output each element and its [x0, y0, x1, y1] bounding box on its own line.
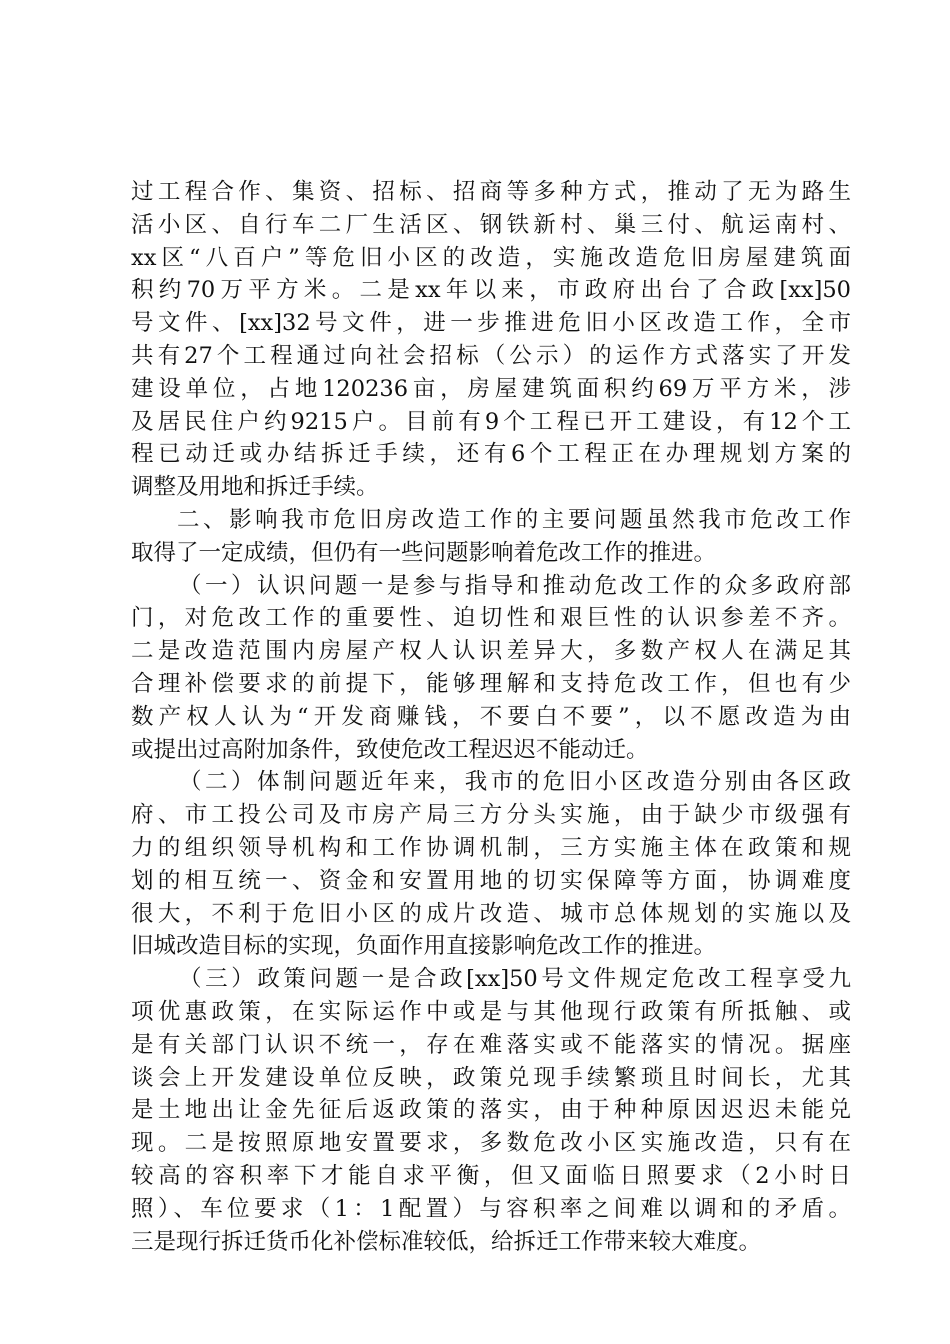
text-line: 照）、车位要求（1：1配置）与容积率之间难以调和的矛盾。 — [131, 1195, 851, 1222]
text-line: 建设单位，占地120236亩，房屋建筑面积约69万平方米，涉 — [131, 375, 851, 402]
section-heading-line: 二、影响我市危旧房改造工作的主要问题虽然我市危改工作 — [177, 506, 851, 533]
text-line: 程已动迁或办结拆迁手续，还有6个工程正在办理规划方案的 — [131, 441, 851, 468]
text-line: 取得了一定成绩，但仍有一些问题影响着危改工作的推进。 — [131, 539, 717, 566]
text-line: 旧城改造目标的实现，负面作用直接影响危改工作的推进。 — [131, 933, 717, 960]
text-line: 谈会上开发建设单位反映，政策兑现手续繁琐且时间长，尤其 — [131, 1064, 851, 1091]
text-line: 三是现行拆迁货币化补偿标准较低，给拆迁工作带来较大难度。 — [131, 1228, 762, 1255]
text-line: 号文件、[xx]32号文件，进一步推进危旧小区改造工作，全市 — [131, 310, 851, 337]
subsection-heading-line: （二）体制问题近年来，我市的危旧小区改造分别由各区政 — [179, 769, 851, 796]
text-line: 府、市工投公司及市房产局三方分头实施，由于缺少市级强有 — [131, 802, 851, 829]
text-line: 是有关部门认识不统一，存在难落实或不能落实的情况。据座 — [131, 1031, 851, 1058]
text-line: 门，对危改工作的重要性、迫切性和艰巨性的认识参差不齐。 — [131, 605, 851, 632]
text-line: 很大，不利于危旧小区的成片改造、城市总体规划的实施以及 — [131, 900, 851, 927]
text-line: 较高的容积率下才能自求平衡，但又面临日照要求（2小时日 — [131, 1162, 851, 1189]
document-body — [131, 176, 851, 1258]
text-line: 现。二是按照原地安置要求，多数危改小区实施改造，只有在 — [131, 1130, 851, 1157]
text-line: 数产权人认为“开发商赚钱，不要白不要”，以不愿改造为由 — [131, 703, 851, 730]
text-line: 划的相互统一、资金和安置用地的切实保障等方面，协调难度 — [131, 867, 851, 894]
text-line: 活小区、自行车二厂生活区、钢铁新村、巢三付、航运南村、 — [131, 211, 851, 238]
subsection-heading-line: （一）认识问题一是参与指导和推动危改工作的众多政府部 — [179, 572, 851, 599]
text-line: 是土地出让金先征后返政策的落实，由于种种原因迟迟未能兑 — [131, 1097, 851, 1124]
text-line: 过工程合作、集资、招标、招商等多种方式，推动了无为路生 — [131, 179, 851, 205]
text-line: xx区“八百户”等危旧小区的改造，实施改造危旧房屋建筑面 — [131, 244, 851, 271]
text-line: 二是改造范围内房屋产权人认识差异大，多数产权人在满足其 — [131, 638, 851, 665]
text-line: 共有27个工程通过向社会招标（公示）的运作方式落实了开发 — [131, 342, 851, 369]
subsection-heading-line: （三）政策问题一是合政[xx]50号文件规定危改工程享受九 — [179, 966, 851, 993]
text-line: 积约70万平方米。二是xx年以来，市政府出台了合政[xx]50 — [131, 277, 851, 304]
text-line: 项优惠政策，在实际运作中或是与其他现行政策有所抵触、或 — [131, 998, 851, 1025]
text-line: 合理补偿要求的前提下，能够理解和支持危改工作，但也有少 — [131, 670, 851, 697]
text-line: 及居民住户约9215户。目前有9个工程已开工建设，有12个工 — [131, 408, 851, 435]
text-line: 力的组织领导机构和工作协调机制，三方实施主体在政策和规 — [131, 834, 851, 861]
text-line: 或提出过高附加条件，致使危改工程迟迟不能动迁。 — [131, 736, 649, 763]
text-line: 调整及用地和拆迁手续。 — [131, 474, 379, 501]
